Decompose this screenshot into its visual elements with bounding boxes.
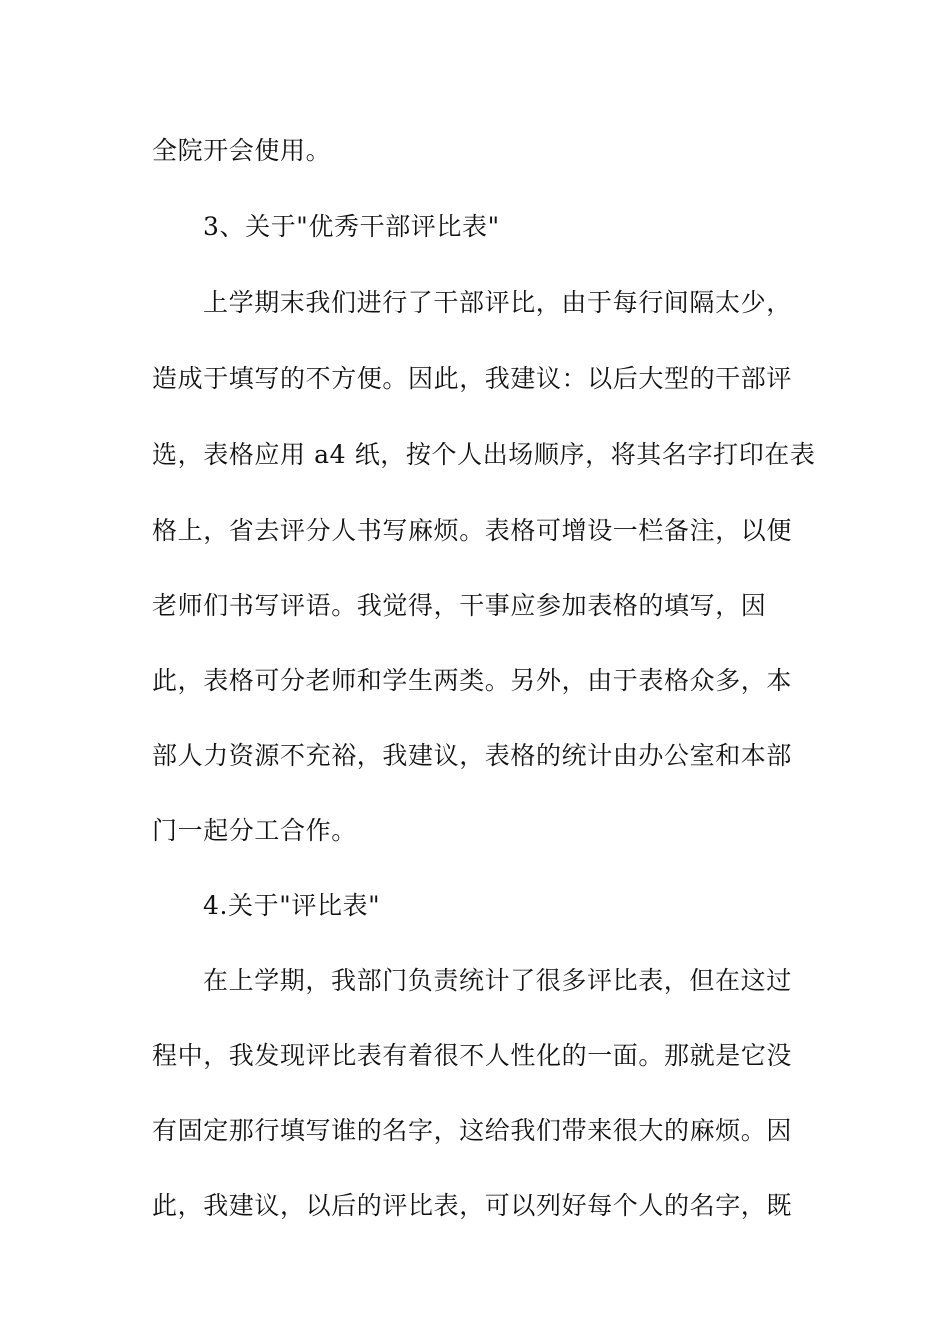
- text-line: 此，我建议，以后的评比表，可以列好每个人的名字，既: [152, 1191, 793, 1220]
- text-line: 程中，我发现评比表有着很不人性化的一面。那就是它没: [152, 1041, 793, 1070]
- text-line: 此，表格可分老师和学生两类。另外，由于表格众多，本: [152, 666, 793, 695]
- text-line: 门一起分工合作。: [152, 816, 357, 845]
- text-line: 格上，省去评分人书写麻烦。表格可增设一栏备注，以便: [152, 516, 793, 545]
- text-line: 选，表格应用 a4 纸，按个人出场顺序，将其名字打印在表: [152, 440, 816, 469]
- text-line: 造成于填写的不方便。因此，我建议：以后大型的干部评: [152, 364, 793, 393]
- text-line: 上学期末我们进行了干部评比，由于每行间隔太少，: [203, 288, 792, 317]
- section-heading: 4.关于"评比表": [203, 891, 381, 920]
- text-line: 在上学期，我部门负责统计了很多评比表，但在这过: [203, 966, 792, 995]
- text-line: 全院开会使用。: [152, 136, 332, 165]
- text-line: 部人力资源不充裕，我建议，表格的统计由办公室和本部: [152, 741, 793, 770]
- text-line: 老师们书写评语。我觉得，干事应参加表格的填写，因: [152, 591, 767, 620]
- section-heading: 3、关于"优秀干部评比表": [203, 212, 500, 241]
- text-line: 有固定那行填写谁的名字，这给我们带来很大的麻烦。因: [152, 1116, 793, 1145]
